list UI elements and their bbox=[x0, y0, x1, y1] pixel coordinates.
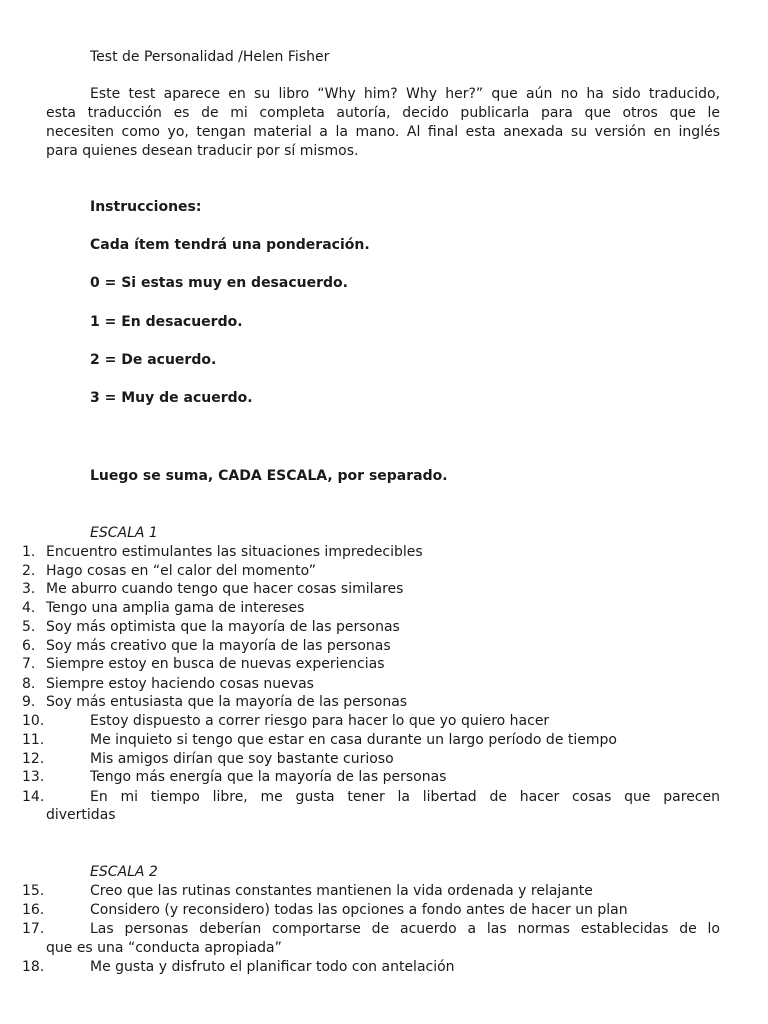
scale-0: 0 = Si estas muy en desacuerdo. bbox=[90, 275, 348, 291]
list-item: Las personas deberían comportarse de acuerdo a las normas establecidas de lo bbox=[90, 921, 720, 937]
escala-2-heading: ESCALA 2 bbox=[90, 864, 158, 880]
scale-2: 2 = De acuerdo. bbox=[90, 352, 217, 368]
list-item: Hago cosas en “el calor del momento” bbox=[46, 563, 316, 579]
item-number: 2. bbox=[22, 563, 36, 579]
list-item: Tengo más energía que la mayoría de las personas bbox=[90, 769, 447, 785]
list-item: Siempre estoy en busca de nuevas experiencias bbox=[46, 656, 385, 672]
instructions-ponderacion: Cada ítem tendrá una ponderación. bbox=[90, 237, 370, 253]
item-number: 18. bbox=[22, 959, 45, 975]
item-number: 13. bbox=[22, 769, 45, 785]
list-item: Me inquieto si tengo que estar en casa durante un largo período de tiempo bbox=[90, 732, 617, 748]
item-number: 16. bbox=[22, 902, 45, 918]
item-number: 1. bbox=[22, 544, 36, 560]
intro-line-1: Este test aparece en su libro “Why him? Why her?” que aún no ha sido traducido, bbox=[90, 86, 720, 102]
list-item: Mis amigos dirían que soy bastante curioso bbox=[90, 751, 394, 767]
item-number: 17. bbox=[22, 921, 45, 937]
item-number: 8. bbox=[22, 676, 36, 692]
sum-instruction: Luego se suma, CADA ESCALA, por separado. bbox=[90, 468, 448, 484]
intro-line-4: para quienes desean traducir por sí mismos. bbox=[46, 143, 359, 159]
instructions-heading: Instrucciones: bbox=[90, 199, 202, 215]
list-item: Soy más creativo que la mayoría de las personas bbox=[46, 638, 391, 654]
intro-line-3: necesiten como yo, tengan material a la mano. Al final esta anexada su versión en inglés bbox=[46, 124, 720, 140]
list-item: Tengo una amplia gama de intereses bbox=[46, 600, 305, 616]
list-item: Soy más optimista que la mayoría de las personas bbox=[46, 619, 400, 635]
scale-1: 1 = En desacuerdo. bbox=[90, 314, 243, 330]
list-item: Me gusta y disfruto el planificar todo con antelación bbox=[90, 959, 455, 975]
escala-1-heading: ESCALA 1 bbox=[90, 525, 158, 541]
list-item-continuation: que es una “conducta apropiada” bbox=[46, 940, 282, 956]
item-number: 14. bbox=[22, 789, 45, 805]
item-number: 4. bbox=[22, 600, 36, 616]
item-number: 7. bbox=[22, 656, 36, 672]
list-item: Me aburro cuando tengo que hacer cosas similares bbox=[46, 581, 404, 597]
list-item: Siempre estoy haciendo cosas nuevas bbox=[46, 676, 314, 692]
item-number: 5. bbox=[22, 619, 36, 635]
item-number: 6. bbox=[22, 638, 36, 654]
list-item: Considero (y reconsidero) todas las opciones a fondo antes de hacer un plan bbox=[90, 902, 628, 918]
item-number: 10. bbox=[22, 713, 45, 729]
list-item-continuation: divertidas bbox=[46, 807, 116, 823]
item-number: 12. bbox=[22, 751, 45, 767]
list-item: Encuentro estimulantes las situaciones impredecibles bbox=[46, 544, 423, 560]
intro-line-2: esta traducción es de mi completa autoría, decido publicarla para que otros que le bbox=[46, 105, 720, 121]
item-number: 11. bbox=[22, 732, 45, 748]
list-item: Creo que las rutinas constantes mantienen la vida ordenada y relajante bbox=[90, 883, 593, 899]
scale-3: 3 = Muy de acuerdo. bbox=[90, 390, 253, 406]
item-number: 3. bbox=[22, 581, 36, 597]
item-number: 9. bbox=[22, 694, 36, 710]
document-title: Test de Personalidad /Helen Fisher bbox=[90, 49, 330, 65]
item-number: 15. bbox=[22, 883, 45, 899]
list-item: Soy más entusiasta que la mayoría de las personas bbox=[46, 694, 408, 710]
list-item: En mi tiempo libre, me gusta tener la libertad de hacer cosas que parecen bbox=[90, 789, 720, 805]
list-item: Estoy dispuesto a correr riesgo para hacer lo que yo quiero hacer bbox=[90, 713, 550, 729]
